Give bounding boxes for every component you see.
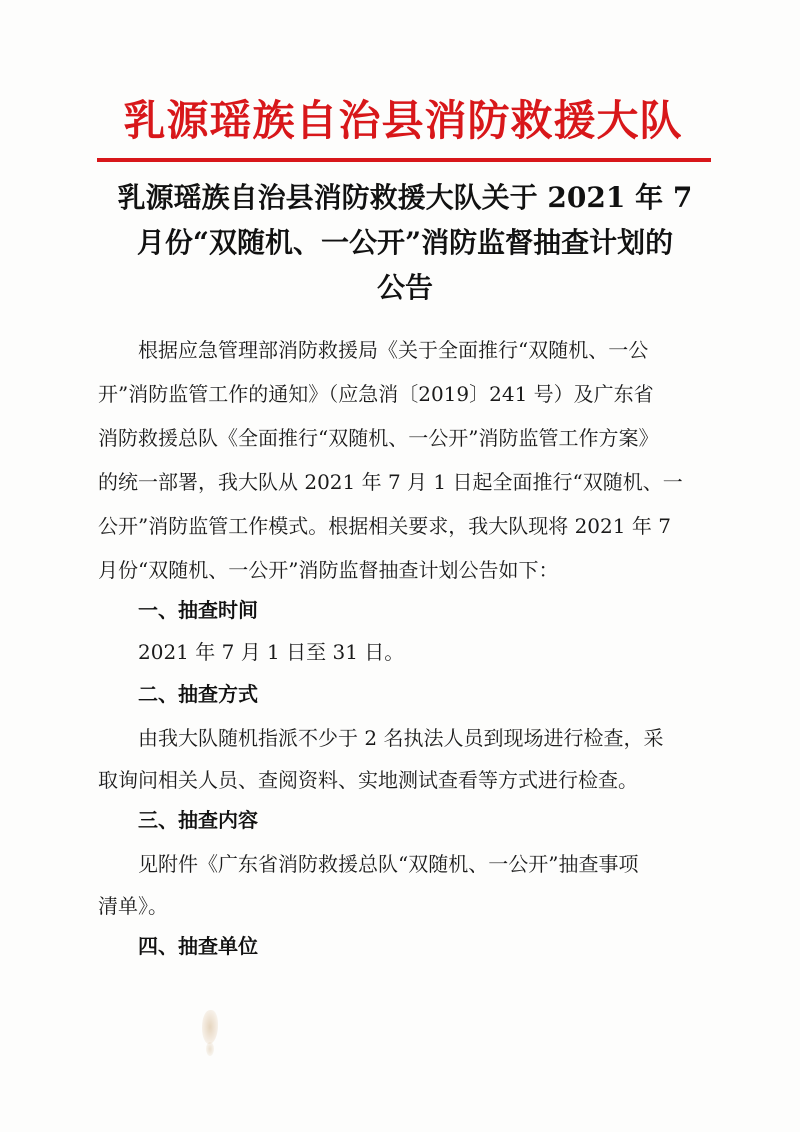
title-line: 月份“双随机、一公开”消防监督抽查计划的 — [136, 226, 674, 259]
section-line: 2021 年 7 月 1 日至 31 日。 — [138, 640, 405, 664]
section-line: 清单》。 — [98, 894, 168, 918]
intro-line: 消防救援总队《全面推行“双随机、一公开”消防监管工作方案》 — [98, 426, 659, 450]
intro-line: 的统一部署，我大队从 2021 年 7 月 1 日起全面推行“双随机、一 — [98, 470, 683, 494]
section-heading: 一、抽查时间 — [138, 598, 258, 622]
title-line: 公告 — [376, 271, 433, 304]
intro-line: 月份“双随机、一公开”消防监督抽查计划公告如下： — [98, 558, 559, 582]
section-line: 取询问相关人员、查阅资料、实地测试查看等方式进行检查。 — [98, 768, 638, 792]
paper-stain — [206, 1042, 214, 1056]
intro-line: 开”消防监管工作的通知》（应急消〔2019〕241 号）及广东省 — [98, 382, 654, 406]
section-line: 见附件《广东省消防救援总队“双随机、一公开”抽查事项 — [138, 852, 639, 876]
intro-line: 根据应急管理部消防救援局《关于全面推行“双随机、一公 — [138, 338, 649, 362]
section-heading: 二、抽查方式 — [138, 682, 258, 706]
document-title — [95, 175, 715, 310]
intro-line: 公开”消防监管工作模式。根据相关要求，我大队现将 2021 年 7 — [98, 514, 671, 538]
section-heading: 三、抽查内容 — [138, 808, 258, 832]
title-line: 乳源瑶族自治县消防救援大队关于 2021 年 7 — [117, 181, 693, 214]
paper-stain — [202, 1010, 218, 1044]
section-line: 由我大队随机指派不少于 2 名执法人员到现场进行检查，采 — [138, 726, 664, 750]
header-rule — [97, 158, 711, 162]
org-header: 乳源瑶族自治县消防救援大队 — [123, 96, 683, 145]
section-heading: 四、抽查单位 — [138, 934, 258, 958]
